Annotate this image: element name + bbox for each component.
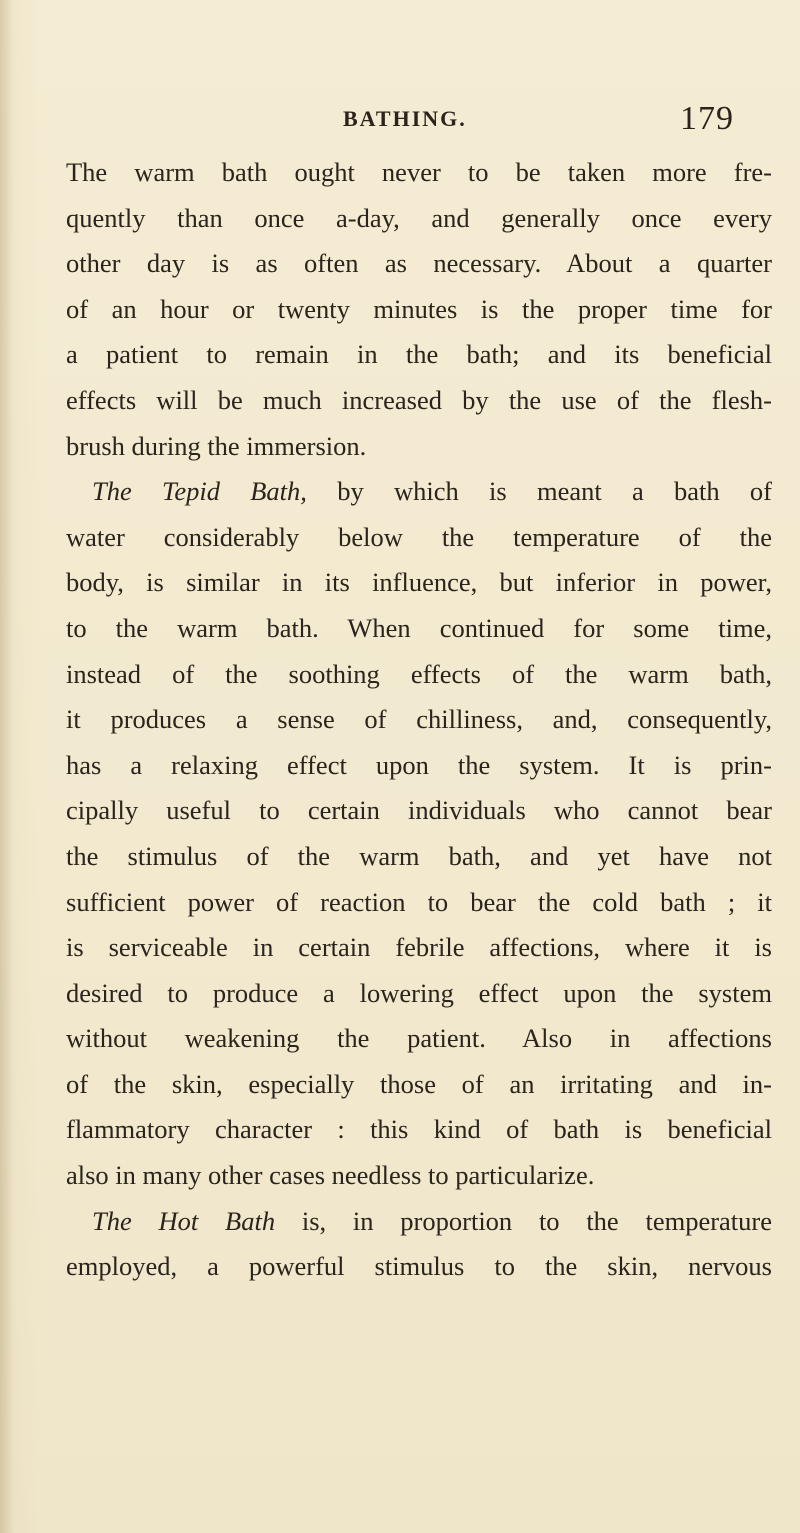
text-line: cipally useful to certain individuals who cannot bear — [66, 795, 772, 826]
section-heading-tepid-bath: The Tepid Bath, — [92, 476, 307, 507]
text-line: The warm bath ought never to be taken more fre- — [66, 157, 772, 187]
text-line: brush during the immersion. — [66, 430, 367, 461]
text-line: flammatory character : this kind of bath is beneficial — [66, 1114, 772, 1145]
text-line: sufficient power of reaction to bear the cold bath ; it — [66, 886, 772, 917]
text-line: has a relaxing effect upon the system. It is prin- — [66, 749, 772, 780]
text-line — [66, 1199, 772, 1245]
text-line: it produces a sense of chilliness, and, consequently, — [66, 704, 772, 735]
page-number: 179 — [680, 100, 734, 137]
text-line: of the skin, especially those of an irritating and in- — [66, 1068, 772, 1099]
text-line: of an hour or twenty minutes is the proper time for — [66, 293, 772, 324]
text-line: also in many other cases needless to particularize. — [66, 1160, 595, 1191]
text-line: without weakening the patient. Also in affections — [66, 1023, 772, 1054]
paragraph-warm-bath — [66, 150, 772, 469]
paragraph-tepid-bath — [66, 469, 772, 1199]
text-fragment: by which is meant a bath of — [306, 476, 773, 507]
text-line: the stimulus of the warm bath, and yet have not — [66, 840, 772, 871]
text-line: employed, a powerful stimulus to the skin, nervous — [66, 1251, 772, 1282]
text-line: effects will be much increased by the use of the flesh- — [66, 384, 772, 415]
text-line: quently than once a-day, and generally once every — [66, 202, 772, 233]
paragraph-hot-bath — [66, 1199, 772, 1290]
text-line: to the warm bath. When continued for some time, — [66, 612, 772, 643]
text-line: desired to produce a lowering effect upon the system — [66, 977, 772, 1008]
text-line: a patient to remain in the bath; and its beneficial — [66, 339, 772, 370]
section-heading-hot-bath: The Hot Bath — [92, 1205, 276, 1236]
text-line: body, is similar in its influence, but inferior in power, — [66, 567, 772, 598]
text-line: instead of the soothing effects of the warm bath, — [66, 658, 772, 689]
body-text — [66, 150, 772, 1290]
text-line: other day is as often as necessary. About a quarter — [66, 248, 772, 279]
text-fragment: is, in proportion to the temperature — [275, 1205, 772, 1236]
text-line — [66, 469, 772, 515]
running-title: BATHING. — [343, 106, 467, 131]
page-header — [0, 100, 800, 140]
text-line: is serviceable in certain febrile affections, where it is — [66, 932, 772, 963]
text-line: water considerably below the temperature of the — [66, 521, 772, 552]
